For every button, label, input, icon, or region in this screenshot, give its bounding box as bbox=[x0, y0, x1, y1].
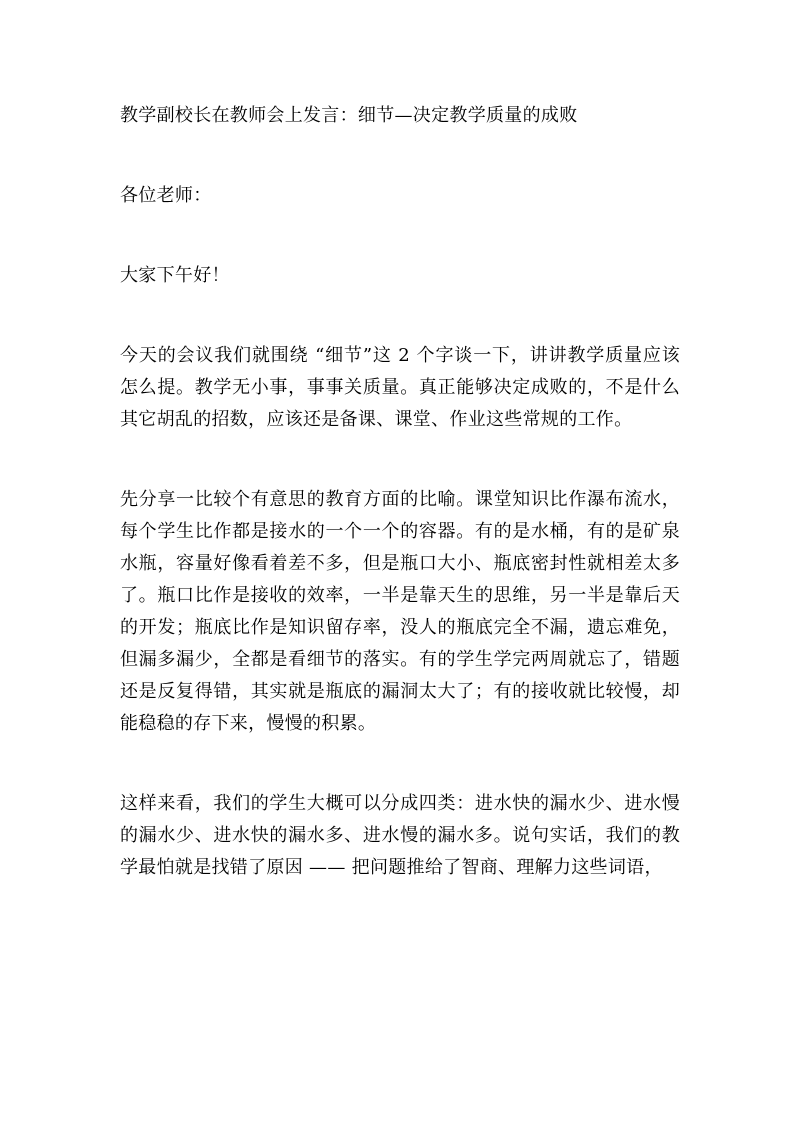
hello-line: 大家下午好！ bbox=[120, 265, 230, 286]
greeting-line: 各位老师： bbox=[120, 185, 212, 206]
paragraph-1: 今天的会议我们就围绕 “细节”这 2 个字谈一下，讲讲教学质量应该怎么提。教学无小事，事事关质量。真正能够决定成败的，不是什么其它胡乱的招数，应该还是备课、课堂、作业这些常规的工作。 bbox=[120, 345, 680, 430]
paragraph-2: 先分享一比较个有意思的教育方面的比喻。课堂知识比作瀑布流水，每个学生比作都是接水的一个一个的容器。有的是水桶，有的是矿泉水瓶，容量好像看着差不多，但是瓶口大小、瓶底密封性就相差太多了。瓶口比作是接收的效率，一半是靠天生的思维，另一半是靠后天的开发；瓶底比作是知识留存率，没人的瓶底完全不漏，遗忘难免，但漏多漏少，全都是看细节的落实。有的学生学完两周就忘了，错题还是反复得错，其实就是瓶底的漏洞太大了；有的接收就比较慢，却能稳稳的存下来，慢慢的积累。 bbox=[120, 489, 680, 734]
document-title: 教学副校长在教师会上发言：细节—决定教学质量的成败 bbox=[120, 105, 578, 126]
paragraph-3: 这样来看，我们的学生大概可以分成四类：进水快的漏水少、进水慢的漏水少、进水快的漏水多、进水慢的漏水多。说句实话，我们的教学最怕就是找错了原因 —— 把问题推给了智商、理解力这些词语， bbox=[120, 793, 680, 878]
document-page bbox=[120, 100, 680, 932]
